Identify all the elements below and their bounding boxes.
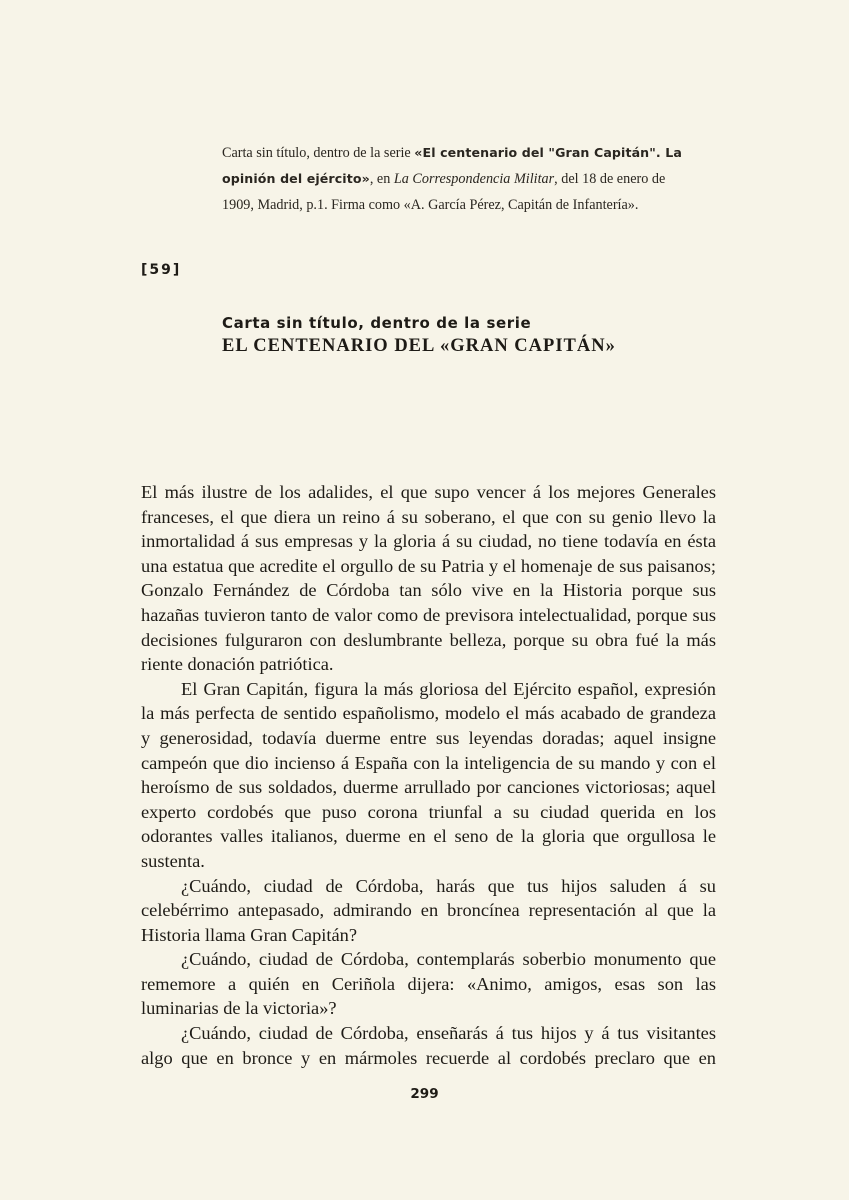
heading-subtitle: Carta sin título, dentro de la serie xyxy=(222,314,532,332)
heading-title: EL CENTENARIO DEL «GRAN CAPITÁN» xyxy=(222,336,616,356)
page-number: 299 xyxy=(410,1086,439,1102)
source-note-text: , en xyxy=(369,171,394,187)
document-heading xyxy=(222,312,722,358)
document-number: [59] xyxy=(141,262,182,278)
source-note-series-title: «El centenario del "Gran Capitán". La opinión del ejército» xyxy=(222,145,682,186)
paragraph: ¿Cuándo, ciudad de Córdoba, enseñarás á tus hijos y á tus visitantes algo que en bronce y en mármoles recuerde al cordobés preclaro que en xyxy=(141,1023,716,1068)
source-note xyxy=(222,140,682,218)
paragraph: El Gran Capitán, figura la más gloriosa del Ejército español, expresión la más perfecta de sentido españolismo, modelo el más acabado de grandeza y generosidad, todavía duerme entre sus leyendas doradas; aquel insigne campeón que dio incienso á España con la inteligencia de su mando y con el heroísmo de sus soldados, duerme arrullado por canciones victoriosas; aquel experto cordobés que puso corona triunfal a su ciudad querida en los odorantes valles italianos, duerme en el seno de la gloria que orgullosa le sustenta. xyxy=(141,678,716,871)
source-note-text: , del 18 de enero de 1909, Madrid, p.1. Firma como «A. García Pérez, Capitán de Infantería». xyxy=(222,171,666,213)
source-note-text: Carta sin título, dentro de la serie xyxy=(222,145,415,161)
paragraph: ¿Cuándo, ciudad de Córdoba, contemplarás soberbio monumento que rememore a quién en Ceriñola dijera: «Animo, amigos, esas son las luminarias de la victoria»? xyxy=(141,949,716,1019)
source-note-publication: La Correspondencia Militar xyxy=(393,171,555,187)
paragraph: El más ilustre de los adalides, el que supo vencer á los mejores Generales franceses, el que diera un reino á su soberano, el que con su genio llevo la inmortalidad á sus empresas y la gloria á su ciudad, no tiene todavía en ésta una estatua que acredite el orgullo de su Patria y el homenaje de sus paisanos; Gonzalo Fernández de Córdoba tan sólo vive en la Historia porque sus hazañas tuvieron tanto de valor como de previsora intelectualidad, porque sus decisiones fulguraron con deslumbrante belleza, porque su obra fué la más riente donación patriótica. xyxy=(141,482,716,675)
paragraph: ¿Cuándo, ciudad de Córdoba, harás que tus hijos saluden á su celebérrimo antepasado, admirando en broncínea representación al que la Historia llama Gran Capitán? xyxy=(141,875,716,945)
body-text xyxy=(141,480,716,1070)
